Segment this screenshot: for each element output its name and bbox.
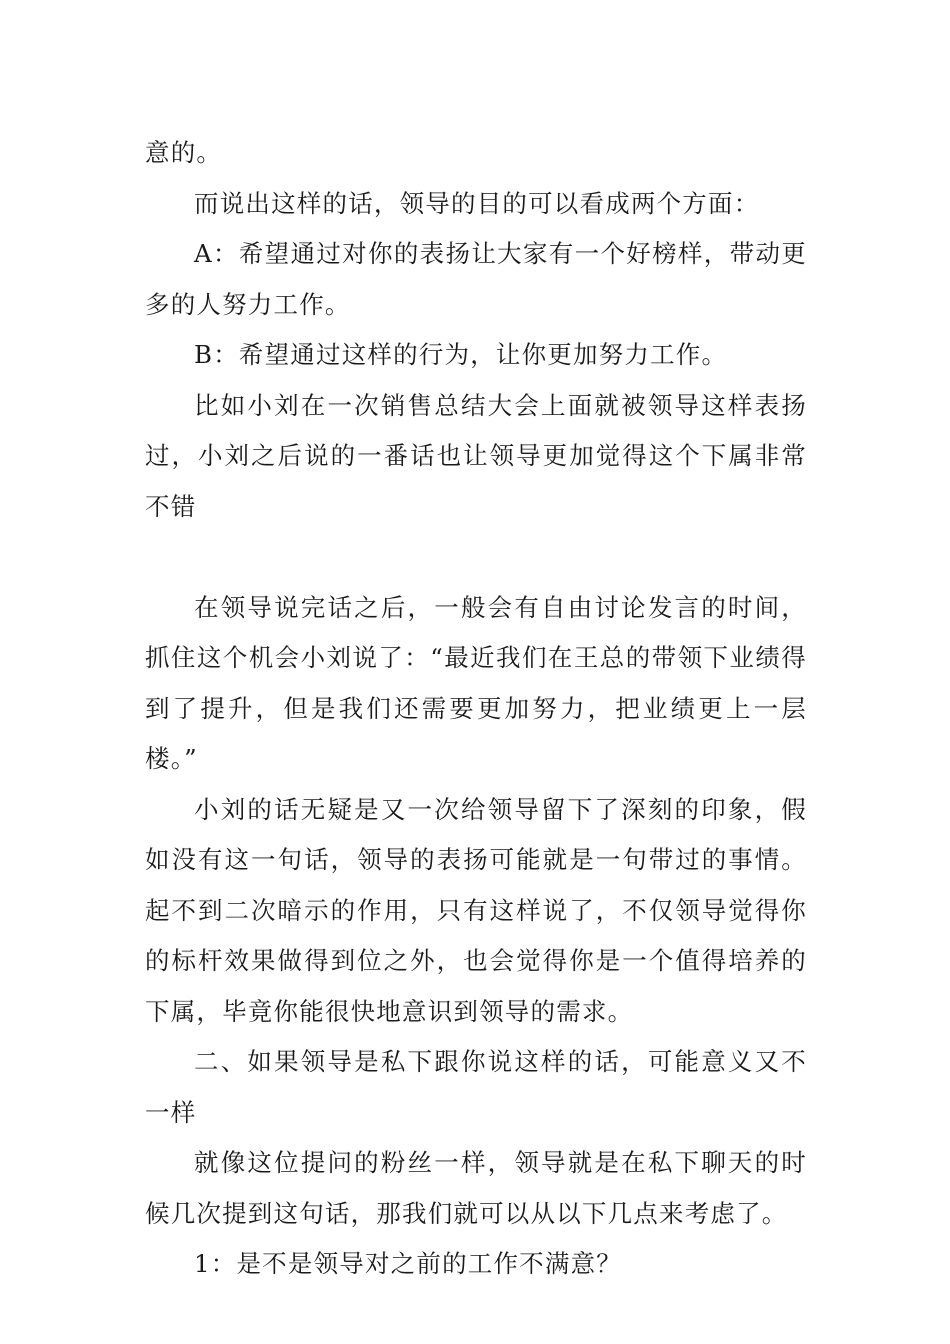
paragraph-continuation: 意的。 (145, 138, 223, 167)
paragraph-impression: 小刘的话无疑是又一次给领导留下了深刻的印象，假如没有这一句话，领导的表扬可能就是一句带过的事情。起不到二次暗示的作用，只有这样说了，不仅领导觉得你的标杆效果做得到位之外，也会觉得你是一个值得培养的下属，毕竟你能很快地意识到领导的需求。 (145, 794, 807, 1026)
section-heading-private: 二、如果领导是私下跟你说这样的话，可能意义又不一样 (145, 1047, 807, 1127)
paragraph-example-xiaoliu: 比如小刘在一次销售总结大会上面就被领导这样表扬过，小刘之后说的一番话也让领导更加觉得这个下属非常不错 (145, 390, 807, 521)
paragraph-leader-purpose: 而说出这样的话，领导的目的可以看成两个方面： (194, 188, 760, 218)
paragraph-fan-question: 就像这位提问的粉丝一样，领导就是在私下聊天的时候几次提到这句话，那我们就可以从以下几点来考虑了。 (145, 1148, 807, 1228)
paragraph-point-a: A：希望通过对你的表扬让大家有一个好榜样，带动更多的人努力工作。 (145, 239, 807, 319)
paragraph-discussion: 在领导说完话之后，一般会有自由讨论发言的时间，抓住这个机会小刘说了：“最近我们在王总的带领下业绩得到了提升，但是我们还需要更加努力，把业绩更上一层楼。” (145, 592, 807, 773)
paragraph-point-b: B：希望通过这样的行为，让你更加努力工作。 (194, 340, 728, 369)
blank-line (145, 532, 807, 583)
paragraph-point-1: 1：是不是领导对之前的工作不满意？ (194, 1249, 622, 1278)
document-body (145, 128, 807, 1290)
